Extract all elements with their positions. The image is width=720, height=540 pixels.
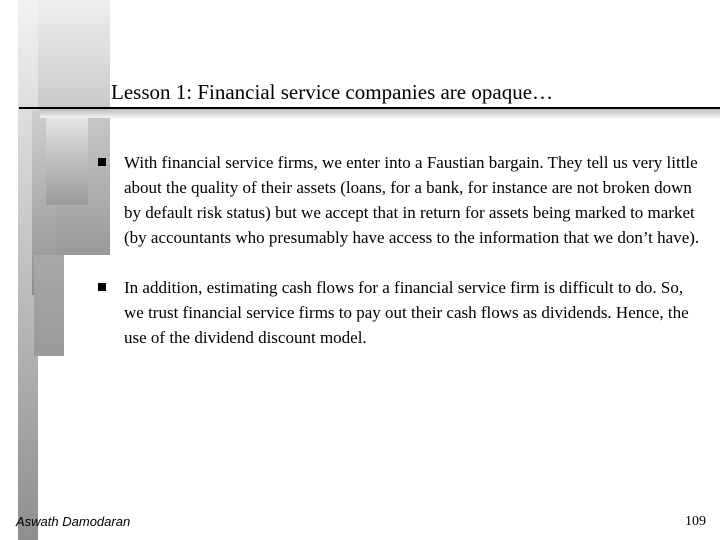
title-rule (19, 107, 720, 109)
slide-title: Lesson 1: Financial service companies are opaque… (111, 80, 554, 104)
bullet-square-icon (98, 158, 106, 166)
decorative-bar (34, 255, 64, 356)
decorative-title-bar (40, 109, 720, 118)
footer-author: Aswath Damodaran (16, 514, 131, 529)
page-number: 109 (685, 514, 706, 529)
bullet-square-icon (98, 283, 106, 291)
decorative-bar (46, 115, 88, 205)
bullet-item (124, 275, 704, 350)
bullet-text: In addition, estimating cash flows for a financial service firm is difficult to do. So, we trust financial service firms to pay out their cash flows as dividends. Hence, the use of the dividend discount model. (124, 278, 689, 347)
bullet-item (124, 150, 704, 250)
bullet-text: With financial service firms, we enter into a Faustian bargain. They tell us very little about the quality of their assets (loans, for a bank, for instance are not broken down by default risk status) but we accept that in return for assets being marked to market (by accountants who presumably have access to the information that we don’t have). (124, 153, 700, 247)
